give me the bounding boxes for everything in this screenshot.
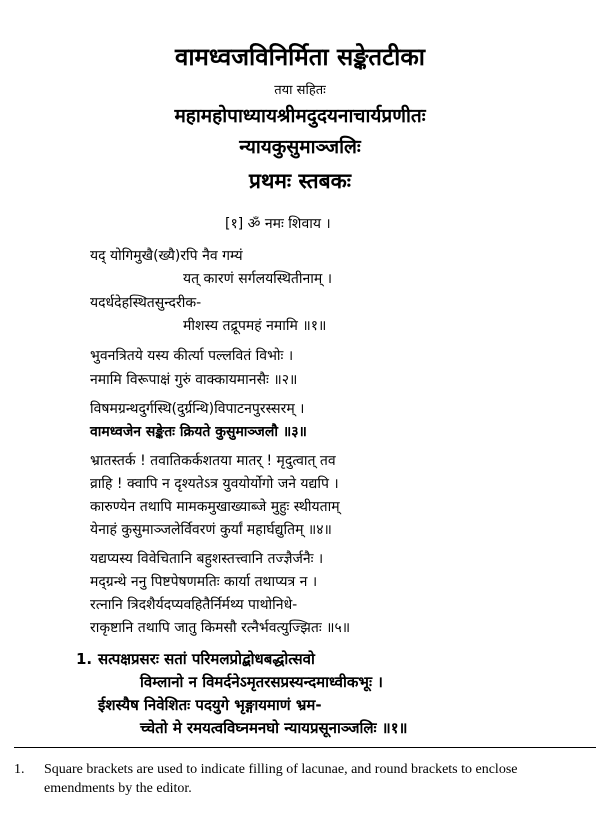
verse-line: येनाहं कुसुमाञ्जलेर्विवरणं कुर्यां महार्घद्युतिम् ॥४॥	[90, 522, 332, 538]
invocation: [१] ॐ नमः शिवाय ।	[225, 216, 331, 232]
document-title: वामध्वजविनिर्मिता सङ्केतटीका	[174, 42, 426, 71]
verse-line: यत् कारणं सर्गलयस्थितीनाम् ।	[183, 271, 333, 287]
footnote-text: Square brackets are used to indicate filling of lacunae, and round brackets to enclose emendments by the editor.	[44, 762, 518, 796]
footnote	[14, 760, 584, 798]
main-verse-line: विम्लानो न विमर्दनेऽमृतरसप्रस्यन्दमाध्वीकभूः ।	[140, 673, 383, 691]
subtitle: तया सहितः	[274, 83, 326, 98]
main-verse-number: 1.	[76, 650, 93, 668]
verse-line: यदर्धदेहस्थितसुन्दरीक-	[90, 295, 202, 311]
verse-line: रत्नानि त्रिदशैर्यदप्यवहितैर्निर्मथ्य पाथोनिधे-	[90, 597, 298, 613]
chapter-heading: प्रथमः स्तबकः	[249, 168, 351, 193]
main-verse-line: ईशस्यैष निवेशितः पदयुगे भृङ्गायमाणं भ्रम-	[98, 696, 322, 714]
main-verse-line: च्चेतो मे रमयत्वविघ्नमनघो न्यायप्रसूनाञ्जलिः ॥१॥	[140, 719, 408, 737]
verse-line: यद्यप्यस्य विवेचितानि बहुशस्तत्त्वानि तज्ज्ञैर्जनैः ।	[90, 551, 324, 567]
verse-line: यद् योगिमुखै(ख्यै)रपि नैव गम्यं	[90, 248, 243, 264]
verse-line: राकृष्टानि तथापि जातु किमसौ रत्नैर्भवत्युज्झितः ॥५॥	[90, 620, 351, 636]
work-title: न्यायकुसुमाञ्जलिः	[239, 136, 361, 158]
footnote-number: 1.	[14, 762, 25, 777]
verse-line: कारुण्येन तथापि मामकमुखाख्याब्जे मुहुः स्थीयताम्	[90, 499, 340, 515]
verse-line: वामध्वजेन सङ्केतः क्रियते कुसुमाञ्जलौ ॥३॥	[90, 424, 307, 440]
footnote-divider	[14, 747, 596, 748]
verse-line: मीशस्य तद्रूपमहं नमामि ॥१॥	[183, 318, 327, 334]
verse-line: नमामि विरूपाक्षं गुरुं वाक्कायमानसैः ॥२॥	[90, 372, 298, 388]
author-line: महामहोपाध्यायश्रीमदुदयनाचार्यप्रणीतः	[174, 105, 426, 127]
verse-line: विषमग्रन्थदुर्गस्थि(दुर्ग्रन्थि)विपाटनपुरस्सरम् ।	[90, 401, 305, 417]
verse-line: मद्ग्रन्थे ननु पिष्टपेषणमतिः कार्या तथाप्यत्र न ।	[90, 574, 318, 590]
verse-line: भुवनत्रितये यस्य कीर्त्या पल्लवितं विभोः ।	[90, 348, 294, 364]
verse-line: भ्रातस्तर्क ! तवातिकर्कशतया मातर् ! मृदुत्वात् तव	[90, 453, 336, 469]
main-verse-line: सत्पक्षप्रसरः सतां परिमलप्रोद्बोधबद्धोत्सवो	[98, 650, 315, 668]
verse-line: व्राहि ! क्वापि न दृश्यतेऽत्र युवयोर्योगो जने यद्यपि ।	[90, 476, 339, 492]
